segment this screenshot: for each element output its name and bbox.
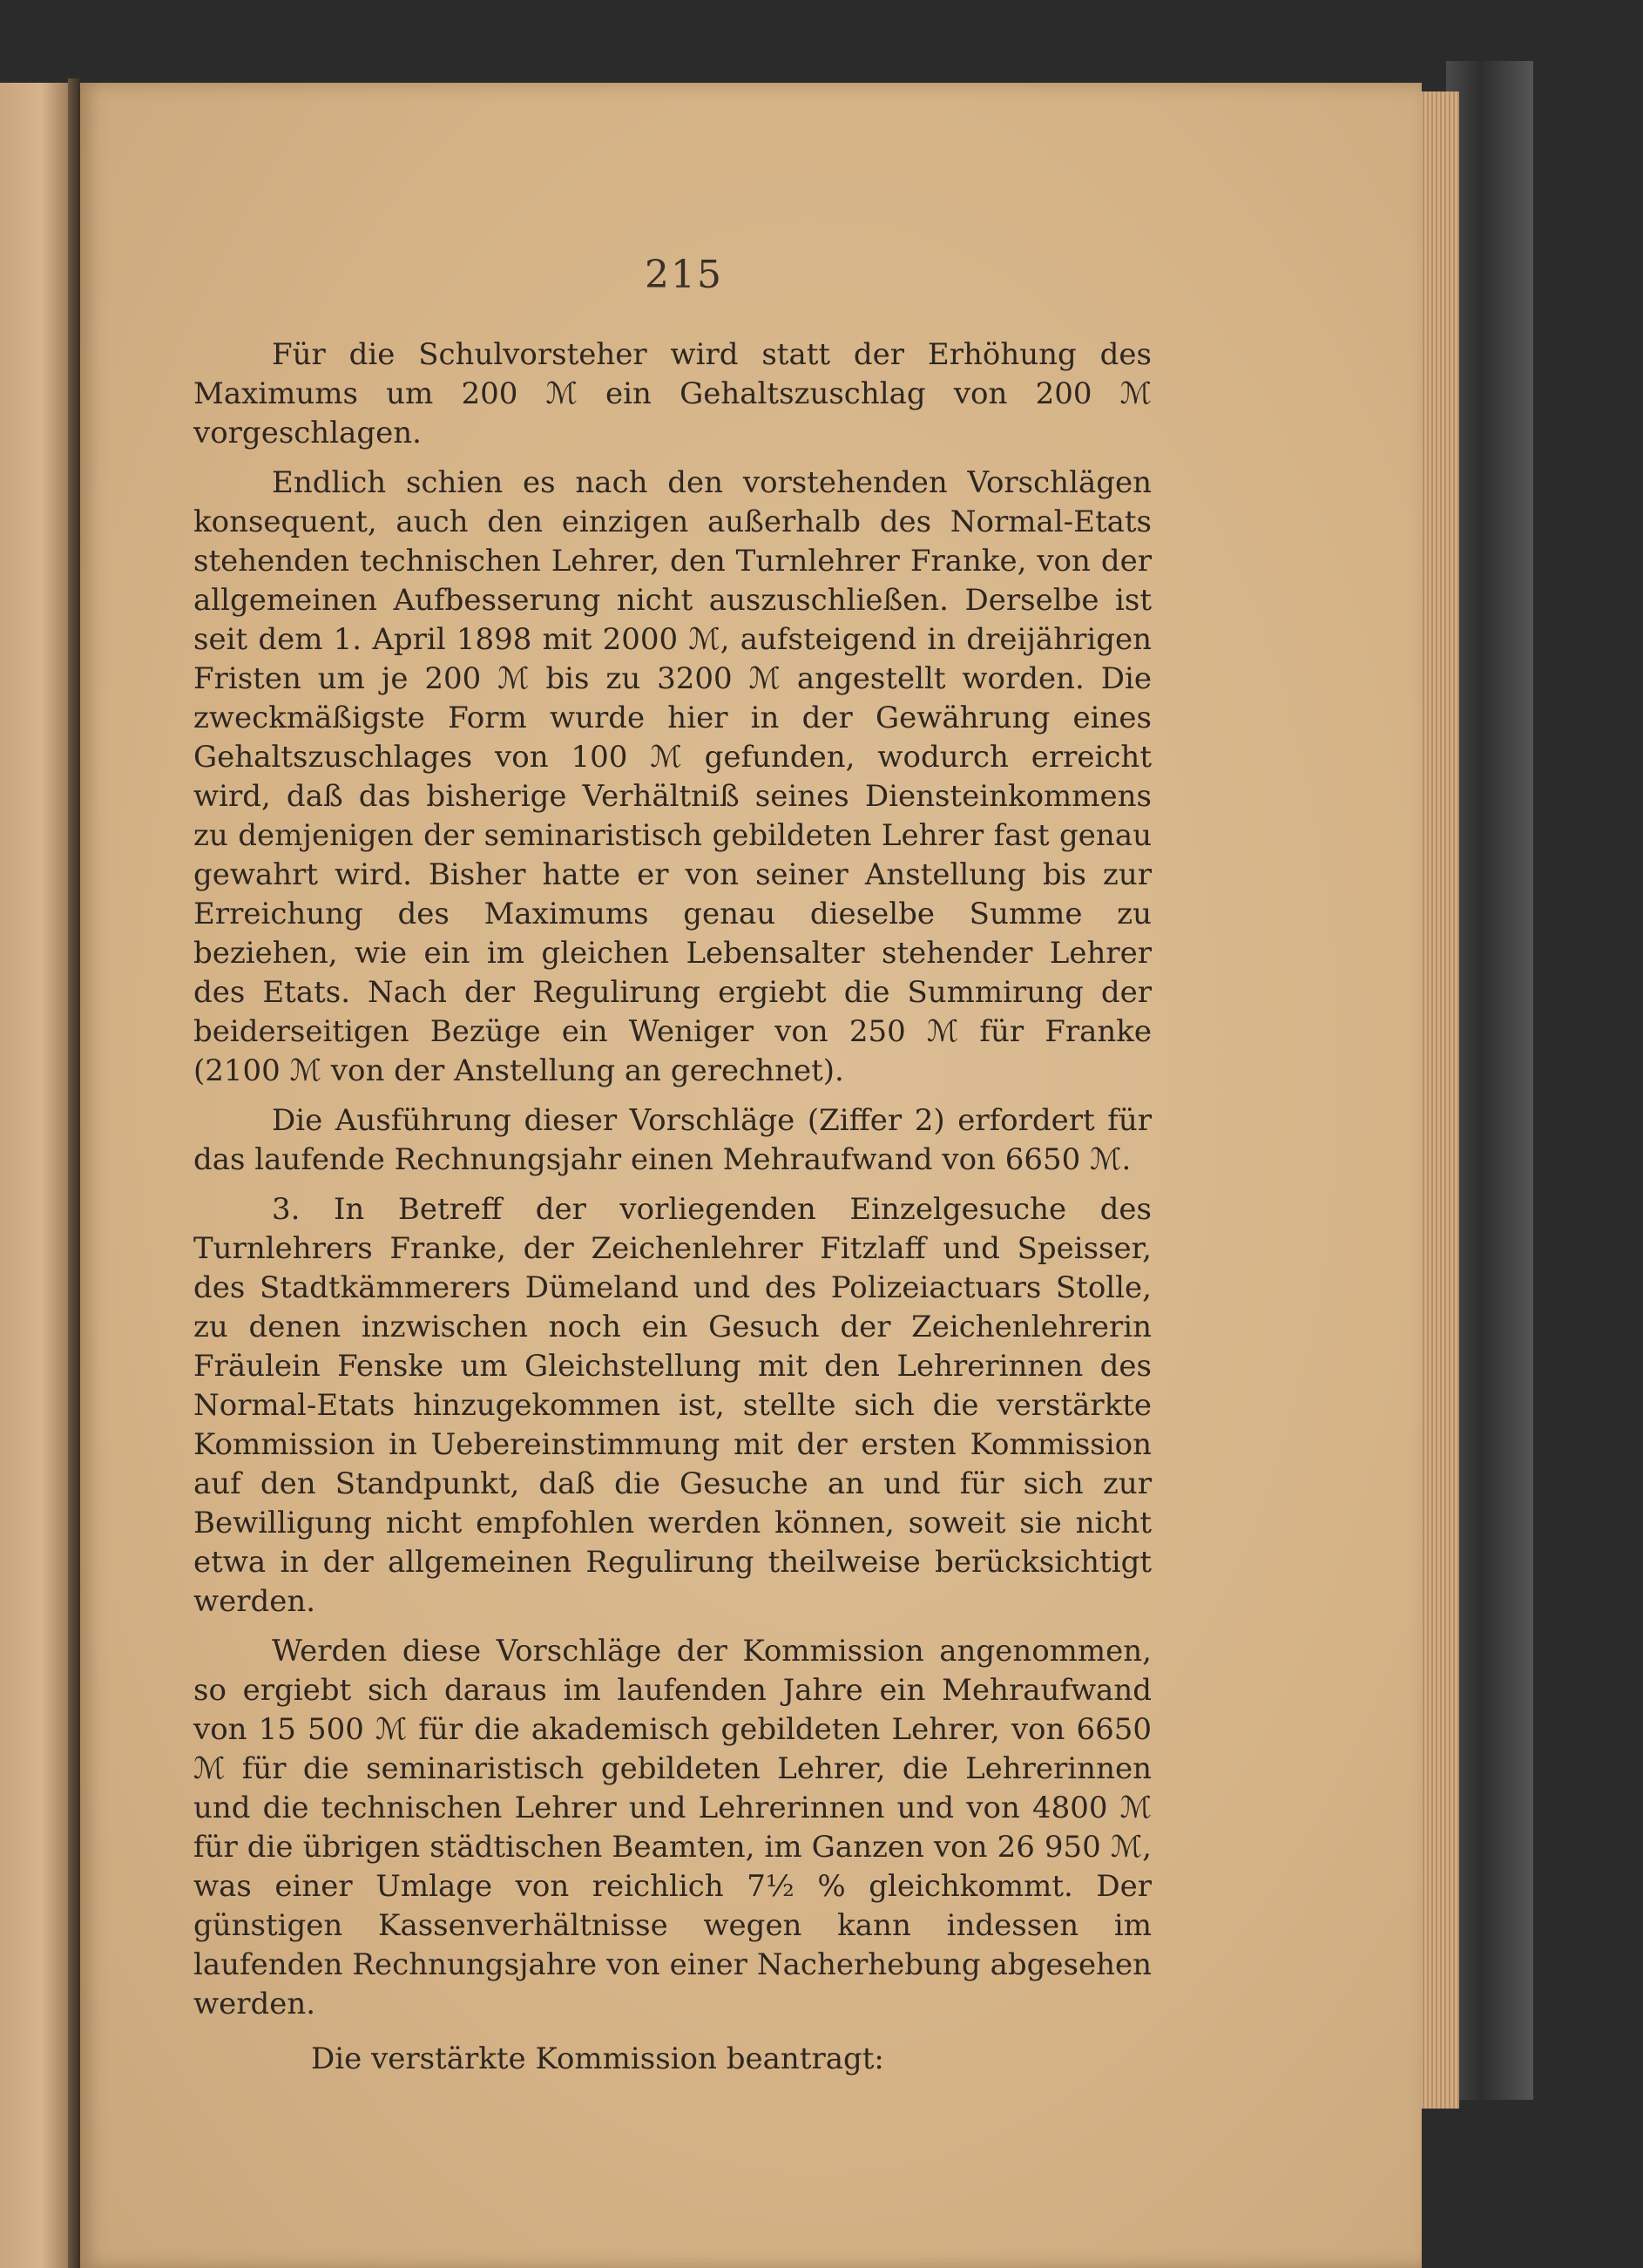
paragraph-5: Werden diese Vorschläge der Kommission angenommen, so ergiebt sich daraus im laufenden Jahre ein Mehraufwand von 15 500 ℳ für die akademisch gebildeten Lehrer, von 6650 ℳ für die seminaristisch gebildeten Lehrer, die Lehrerinnen und die technischen Lehrer und Lehrerinnen und von 4800 ℳ für die übrigen städtischen Beamten, im Ganzen von 26 950 ℳ, was einer Umlage von reichlich 7½ % gleichkommt. Der günstigen Kassenverhältnisse wegen kann indessen im laufenden Rechnungsjahre von einer Nacherhebung abgesehen werden. bbox=[193, 1634, 1152, 2021]
page-number: 215 bbox=[645, 253, 723, 297]
book-spine bbox=[68, 78, 80, 2268]
paragraph-4: 3. In Betreff der vorliegenden Einzelgesuche des Turnlehrers Franke, der Zeichenlehrer Fitzlaff und Speisser, des Stadtkämmerers Dümeland und des Polizeiactuars Stolle, zu denen inzwischen noch ein Gesuch der Zeichenlehrerin Fräulein Fenske um Gleichstellung mit den Lehrerinnen des Normal-Etats hinzugekommen ist, stellte sich die verstärkte Kommission in Uebereinstimmung mit der ersten Kommission auf den Standpunkt, daß die Gesuche an und für sich zur Bewilligung nicht empfohlen werden können, soweit sie nicht etwa in der allgemeinen Regulirung theilweise berücksichtigt werden. bbox=[193, 1192, 1152, 1619]
page-text bbox=[193, 335, 1152, 2089]
paragraph-2: Endlich schien es nach den vorstehenden Vorschlägen konsequent, auch den einzigen außerhalb des Normal-Etats stehenden technischen Lehrer, den Turnlehrer Franke, von der allgemeinen Aufbesserung nicht auszuschließen. Derselbe ist seit dem 1. April 1898 mit 2000 ℳ, aufsteigend in dreijährigen Fristen um je 200 ℳ bis zu 3200 ℳ angestellt worden. Die zweckmäßigste Form wurde hier in der Gewährung eines Gehaltszuschlages von 100 ℳ gefunden, wodurch erreicht wird, daß das bisherige Verhältniß seines Diensteinkommens zu demjenigen der seminaristisch gebildeten Lehrer fast genau gewahrt wird. Bisher hatte er von seiner Anstellung bis zur Erreichung des Maximums genau dieselbe Summe zu beziehen, wie ein im gleichen Lebensalter stehender Lehrer des Etats. Nach der Regulirung ergiebt die Summirung der beiderseitigen Bezüge ein Weniger von 250 ℳ für Franke (2100 ℳ von der Anstellung an gerechnet). bbox=[193, 465, 1152, 1088]
previous-page-edge bbox=[0, 83, 70, 2268]
paragraph-3: Die Ausführung dieser Vorschläge (Ziffer 2) erfordert für das laufende Rechnungsjahr einen Mehraufwand von 6650 ℳ. bbox=[193, 1103, 1152, 1177]
paragraph-1: Für die Schulvorsteher wird statt der Erhöhung des Maximums um 200 ℳ ein Gehaltszuschlag von 200 ℳ vorgeschlagen. bbox=[193, 337, 1152, 450]
closing-line: Die verstärkte Kommission beantragt: bbox=[311, 2041, 884, 2076]
book-cover-edge bbox=[1446, 61, 1533, 2100]
